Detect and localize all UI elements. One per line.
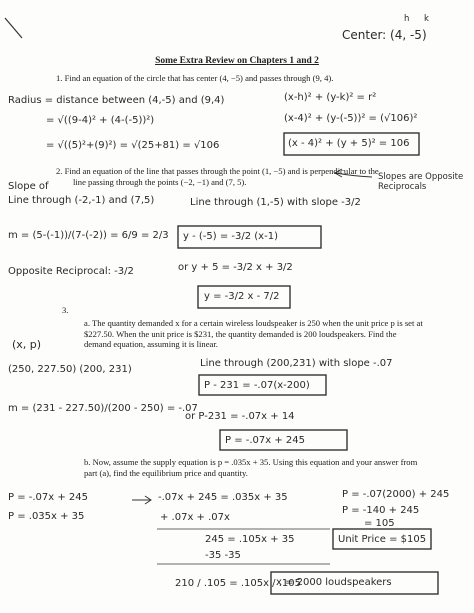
q2-opp-recip: Opposite Reciprocal: -3/2	[8, 266, 134, 277]
q3-xp: (x, p)	[12, 338, 42, 351]
q3-step4: 210 / .105 = .105x / .105	[175, 578, 301, 589]
q3-eq1: P = -.07x + 245	[8, 492, 89, 503]
q3-price-calc: P = -.07(2000) + 245	[342, 489, 450, 500]
q1-radius-line: Radius = distance between (4,-5) and (9,4)	[8, 95, 225, 106]
q3-line-through: Line through (200,231) with slope -.07	[200, 358, 393, 369]
q2-prompt-b: line passing through the points (−2, −1) and (7, 5).	[73, 177, 247, 187]
q3-or-line: or P-231 = -.07x + 14	[185, 411, 295, 422]
q1-step1: = √((9-4)² + (4-(-5))²)	[46, 115, 155, 126]
q1-substituted: (x-4)² + (y-(-5))² = (√106)²	[284, 113, 418, 124]
q3-eq2: P = .035x + 35	[8, 511, 85, 522]
q2-answer: y = -3/2 x - 7/2	[204, 291, 280, 302]
q2-or-line: or y + 5 = -3/2 x + 3/2	[178, 262, 293, 273]
q2-line-through: Line through (-2,-1) and (7,5)	[8, 195, 155, 206]
q2-point-slope: y - (-5) = -3/2 (x-1)	[183, 231, 278, 242]
k-label: k	[424, 14, 429, 24]
q3-add-x: + .07x + .07x	[160, 512, 230, 523]
q2-with-slope: Line through (1,-5) with slope -3/2	[190, 197, 361, 208]
q2-m-calc: m = (5-(-1))/(7-(-2)) = 6/9 = 2/3	[8, 230, 169, 241]
q3-set-equal: -.07x + 245 = .035x + 35	[158, 492, 288, 503]
q1-general-form: (x-h)² + (y-k)² = r²	[284, 92, 377, 103]
q1-answer: (x - 4)² + (y + 5)² = 106	[288, 138, 410, 149]
center-label: Center: (4, -5)	[342, 28, 427, 42]
q2-side-note: Slopes are Opposite Reciprocals	[378, 172, 464, 192]
q3-points: (250, 227.50) (200, 231)	[8, 364, 132, 375]
q3-step3: 245 = .105x + 35	[205, 534, 295, 545]
q1-prompt: 1. Find an equation of the circle that has center (4, −5) and passes through (9, 4).	[56, 73, 334, 83]
q1-step2: = √((5)²+(9)²) = √(25+81) = √106	[46, 140, 220, 151]
q2-slope-of: Slope of	[8, 181, 49, 192]
q3-part-b: b. Now, assume the supply equation is p = .035x + 35. Using this equation and your answer from part (a), find the equilibrium price and quantity.	[84, 457, 418, 478]
q3-answer-x: x = 2000 loudspeakers	[276, 577, 392, 588]
q3-price-val: = 105	[364, 518, 395, 529]
h-label: h	[404, 14, 410, 24]
q3-point-slope: P - 231 = -.07(x-200)	[204, 380, 310, 391]
q3-m-calc: m = (231 - 227.50)/(200 - 250) = -.07	[8, 403, 198, 414]
q2-prompt-a: 2. Find an equation of the line that passes through the point (1, −5) and is perpendicular to the	[56, 166, 379, 176]
page-title: Some Extra Review on Chapters 1 and 2	[155, 56, 319, 66]
q3-demand: P = -.07x + 245	[225, 435, 306, 446]
q3-sub35: -35 -35	[205, 550, 241, 561]
q3-part-a: a. The quantity demanded x for a certain wireless loudspeaker is 250 when the unit price p is set at $227.50. When the unit price is $231, the quantity demanded is 200 loudspeakers. Find the demand equation, assuming it is linear.	[84, 318, 423, 349]
q3-number: 3.	[62, 305, 69, 315]
q3-unit-price: Unit Price = $105	[338, 534, 427, 545]
q3-price-eq: P = -140 + 245	[342, 505, 420, 516]
